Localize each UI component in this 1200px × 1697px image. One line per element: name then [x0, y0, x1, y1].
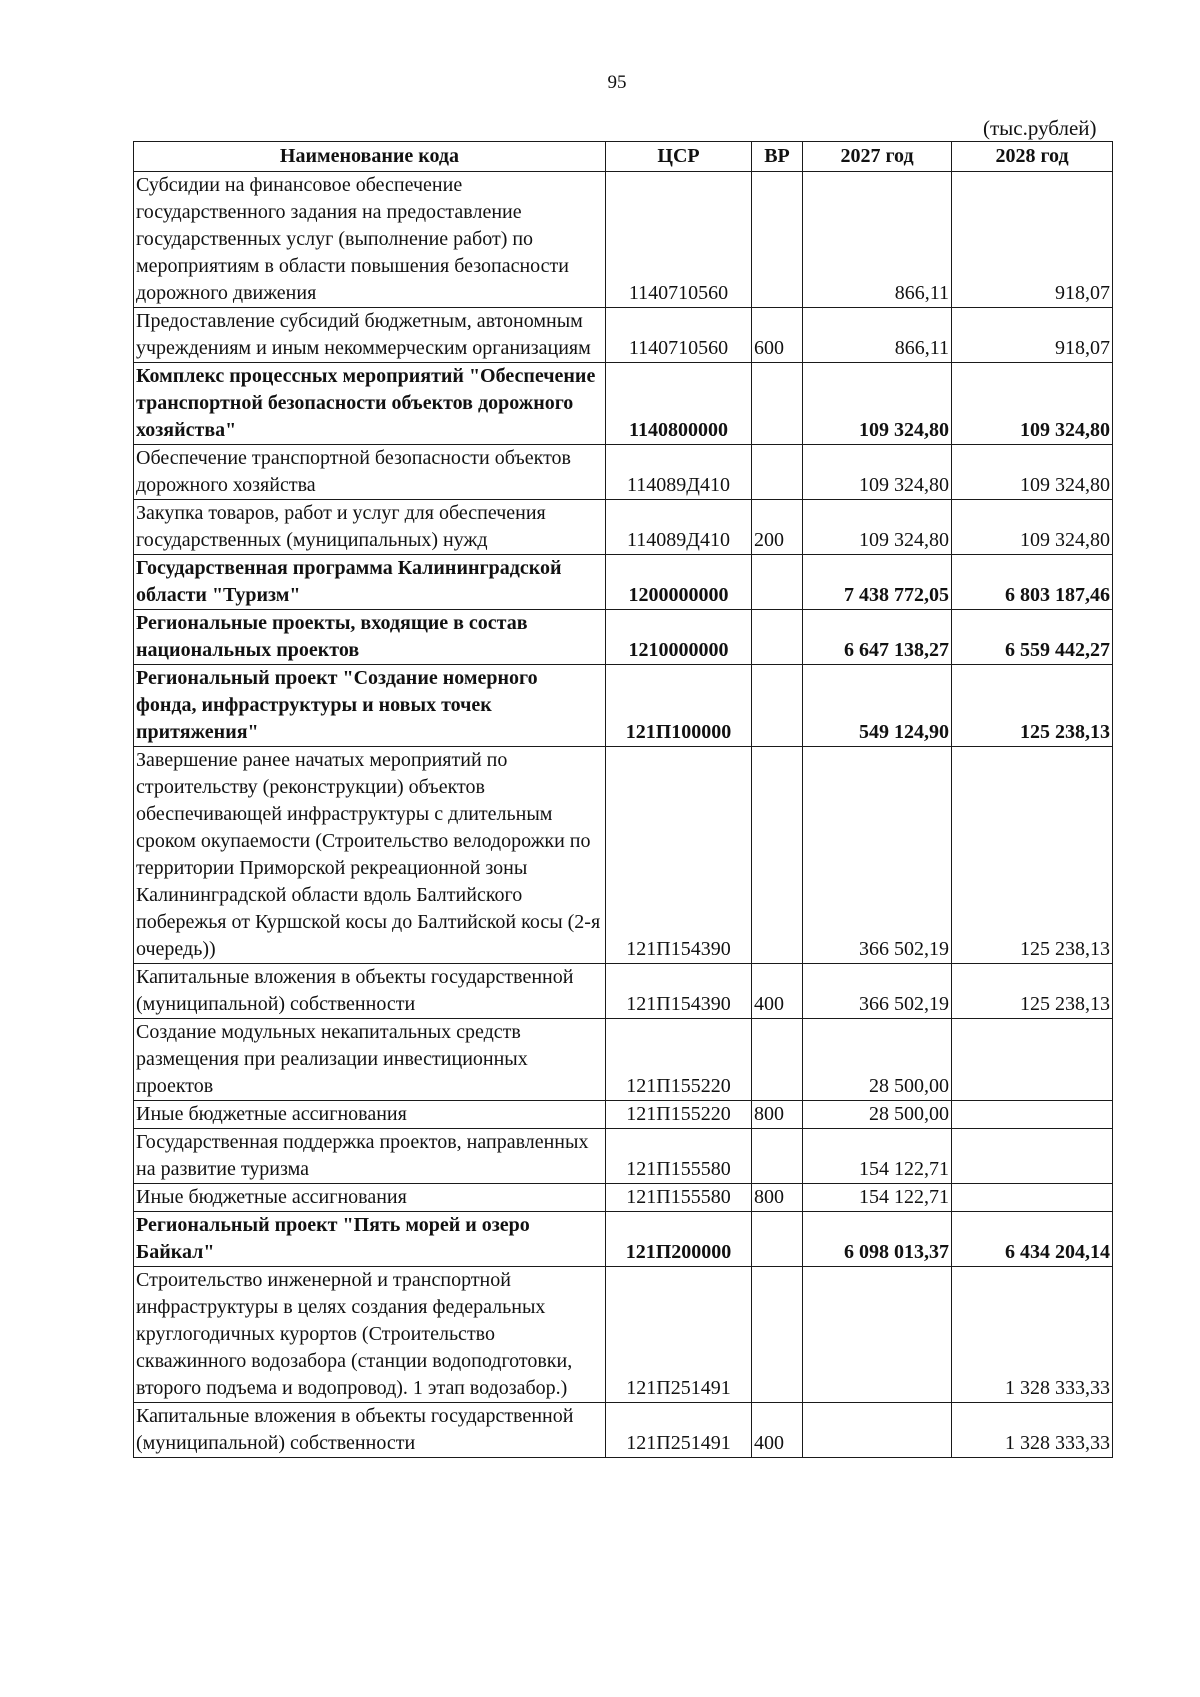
header-2027: 2027 год	[803, 142, 952, 172]
cell-vr	[752, 1267, 803, 1403]
table-row	[134, 445, 1113, 500]
cell-csr: 1210000000	[606, 610, 752, 665]
cell-csr: 121П100000	[606, 665, 752, 747]
cell-vr	[752, 747, 803, 964]
cell-2028: 125 238,13	[952, 747, 1113, 964]
table-row	[134, 172, 1113, 308]
cell-vr	[752, 445, 803, 500]
cell-csr: 121П155580	[606, 1184, 752, 1212]
table-header-row	[134, 142, 1113, 172]
cell-2027: 109 324,80	[803, 445, 952, 500]
cell-vr	[752, 1129, 803, 1184]
cell-2028: 918,07	[952, 308, 1113, 363]
cell-csr: 121П154390	[606, 964, 752, 1019]
cell-name: Региональный проект "Пять морей и озеро Байкал"	[134, 1212, 606, 1267]
cell-vr	[752, 172, 803, 308]
cell-name: Строительство инженерной и транспортной инфраструктуры в целях создания федеральных круглогодичных курортов (Строительство скважинного водозабора (станции водоподготовки, второго подъема и водопровод). 1 этап водозабор.)	[134, 1267, 606, 1403]
cell-name: Региональные проекты, входящие в состав национальных проектов	[134, 610, 606, 665]
cell-csr: 114089Д410	[606, 500, 752, 555]
cell-vr: 400	[752, 1403, 803, 1458]
table-row	[134, 1403, 1113, 1458]
cell-2027: 109 324,80	[803, 363, 952, 445]
cell-csr: 1140800000	[606, 363, 752, 445]
table-row	[134, 363, 1113, 445]
cell-2028: 1 328 333,33	[952, 1403, 1113, 1458]
cell-vr: 800	[752, 1184, 803, 1212]
cell-name: Иные бюджетные ассигнования	[134, 1101, 606, 1129]
cell-csr: 121П155580	[606, 1129, 752, 1184]
header-2028: 2028 год	[952, 142, 1113, 172]
page-number: 95	[607, 72, 627, 93]
cell-2028: 6 559 442,27	[952, 610, 1113, 665]
cell-2027: 366 502,19	[803, 747, 952, 964]
cell-2027: 154 122,71	[803, 1184, 952, 1212]
cell-vr: 200	[752, 500, 803, 555]
table-row	[134, 665, 1113, 747]
cell-name: Субсидии на финансовое обеспечение государственного задания на предоставление государственных услуг (выполнение работ) по мероприятиям в области повышения безопасности дорожного движения	[134, 172, 606, 308]
cell-2027: 866,11	[803, 172, 952, 308]
cell-csr: 121П155220	[606, 1019, 752, 1101]
cell-name: Создание модульных некапитальных средств размещения при реализации инвестиционных проектов	[134, 1019, 606, 1101]
cell-name: Иные бюджетные ассигнования	[134, 1184, 606, 1212]
cell-csr: 121П155220	[606, 1101, 752, 1129]
cell-2028: 6 434 204,14	[952, 1212, 1113, 1267]
table-row	[134, 747, 1113, 964]
table-body	[134, 172, 1113, 1458]
cell-2028	[952, 1184, 1113, 1212]
cell-csr: 1140710560	[606, 308, 752, 363]
cell-csr: 114089Д410	[606, 445, 752, 500]
budget-table	[133, 141, 1113, 1458]
cell-vr	[752, 610, 803, 665]
cell-2028	[952, 1101, 1113, 1129]
cell-vr	[752, 665, 803, 747]
table-row	[134, 1184, 1113, 1212]
cell-2027	[803, 1267, 952, 1403]
cell-name: Комплекс процессных мероприятий "Обеспечение транспортной безопасности объектов дорожного хозяйства"	[134, 363, 606, 445]
cell-vr	[752, 1212, 803, 1267]
header-csr: ЦСР	[606, 142, 752, 172]
cell-2027: 154 122,71	[803, 1129, 952, 1184]
table-row	[134, 1129, 1113, 1184]
cell-name: Завершение ранее начатых мероприятий по строительству (реконструкции) объектов обеспечивающей инфраструктуры с длительным сроком окупаемости (Строительство велодорожки по территории Приморской рекреационной зоны Калининградской области вдоль Балтийского побережья от Куршской косы до Балтийской косы (2-я очередь))	[134, 747, 606, 964]
cell-2027: 28 500,00	[803, 1019, 952, 1101]
cell-name: Капитальные вложения в объекты государственной (муниципальной) собственности	[134, 964, 606, 1019]
cell-2027: 6 098 013,37	[803, 1212, 952, 1267]
cell-csr: 121П200000	[606, 1212, 752, 1267]
cell-2027	[803, 1403, 952, 1458]
table-row	[134, 1212, 1113, 1267]
cell-name: Капитальные вложения в объекты государственной (муниципальной) собственности	[134, 1403, 606, 1458]
cell-2027: 109 324,80	[803, 500, 952, 555]
table-row	[134, 1019, 1113, 1101]
cell-2027: 549 124,90	[803, 665, 952, 747]
table-row	[134, 964, 1113, 1019]
cell-name: Государственная поддержка проектов, направленных на развитие туризма	[134, 1129, 606, 1184]
table-row	[134, 308, 1113, 363]
cell-2027: 366 502,19	[803, 964, 952, 1019]
cell-2027: 7 438 772,05	[803, 555, 952, 610]
cell-csr: 121П251491	[606, 1267, 752, 1403]
cell-2028: 6 803 187,46	[952, 555, 1113, 610]
cell-2028: 125 238,13	[952, 665, 1113, 747]
cell-vr: 800	[752, 1101, 803, 1129]
cell-2028	[952, 1129, 1113, 1184]
cell-name: Государственная программа Калининградской области "Туризм"	[134, 555, 606, 610]
cell-2028: 918,07	[952, 172, 1113, 308]
cell-2028: 125 238,13	[952, 964, 1113, 1019]
cell-2028: 1 328 333,33	[952, 1267, 1113, 1403]
cell-csr: 121П251491	[606, 1403, 752, 1458]
cell-2027: 6 647 138,27	[803, 610, 952, 665]
cell-name: Предоставление субсидий бюджетным, автономным учреждениям и иным некоммерческим организациям	[134, 308, 606, 363]
cell-2028: 109 324,80	[952, 500, 1113, 555]
cell-name: Закупка товаров, работ и услуг для обеспечения государственных (муниципальных) нужд	[134, 500, 606, 555]
header-vr: ВР	[752, 142, 803, 172]
table-row	[134, 1101, 1113, 1129]
cell-2028: 109 324,80	[952, 363, 1113, 445]
cell-2027: 28 500,00	[803, 1101, 952, 1129]
table-row	[134, 500, 1113, 555]
cell-name: Региональный проект "Создание номерного фонда, инфраструктуры и новых точек притяжения"	[134, 665, 606, 747]
table-row	[134, 1267, 1113, 1403]
cell-csr: 121П154390	[606, 747, 752, 964]
cell-name: Обеспечение транспортной безопасности объектов дорожного хозяйства	[134, 445, 606, 500]
units-label: (тыс.рублей)	[983, 116, 1097, 140]
table-row	[134, 555, 1113, 610]
cell-2028	[952, 1019, 1113, 1101]
cell-2028: 109 324,80	[952, 445, 1113, 500]
cell-vr	[752, 363, 803, 445]
cell-vr	[752, 1019, 803, 1101]
cell-csr: 1140710560	[606, 172, 752, 308]
table-row	[134, 610, 1113, 665]
cell-2027: 866,11	[803, 308, 952, 363]
header-name: Наименование кода	[134, 142, 606, 172]
cell-vr	[752, 555, 803, 610]
cell-vr: 600	[752, 308, 803, 363]
cell-csr: 1200000000	[606, 555, 752, 610]
cell-vr: 400	[752, 964, 803, 1019]
